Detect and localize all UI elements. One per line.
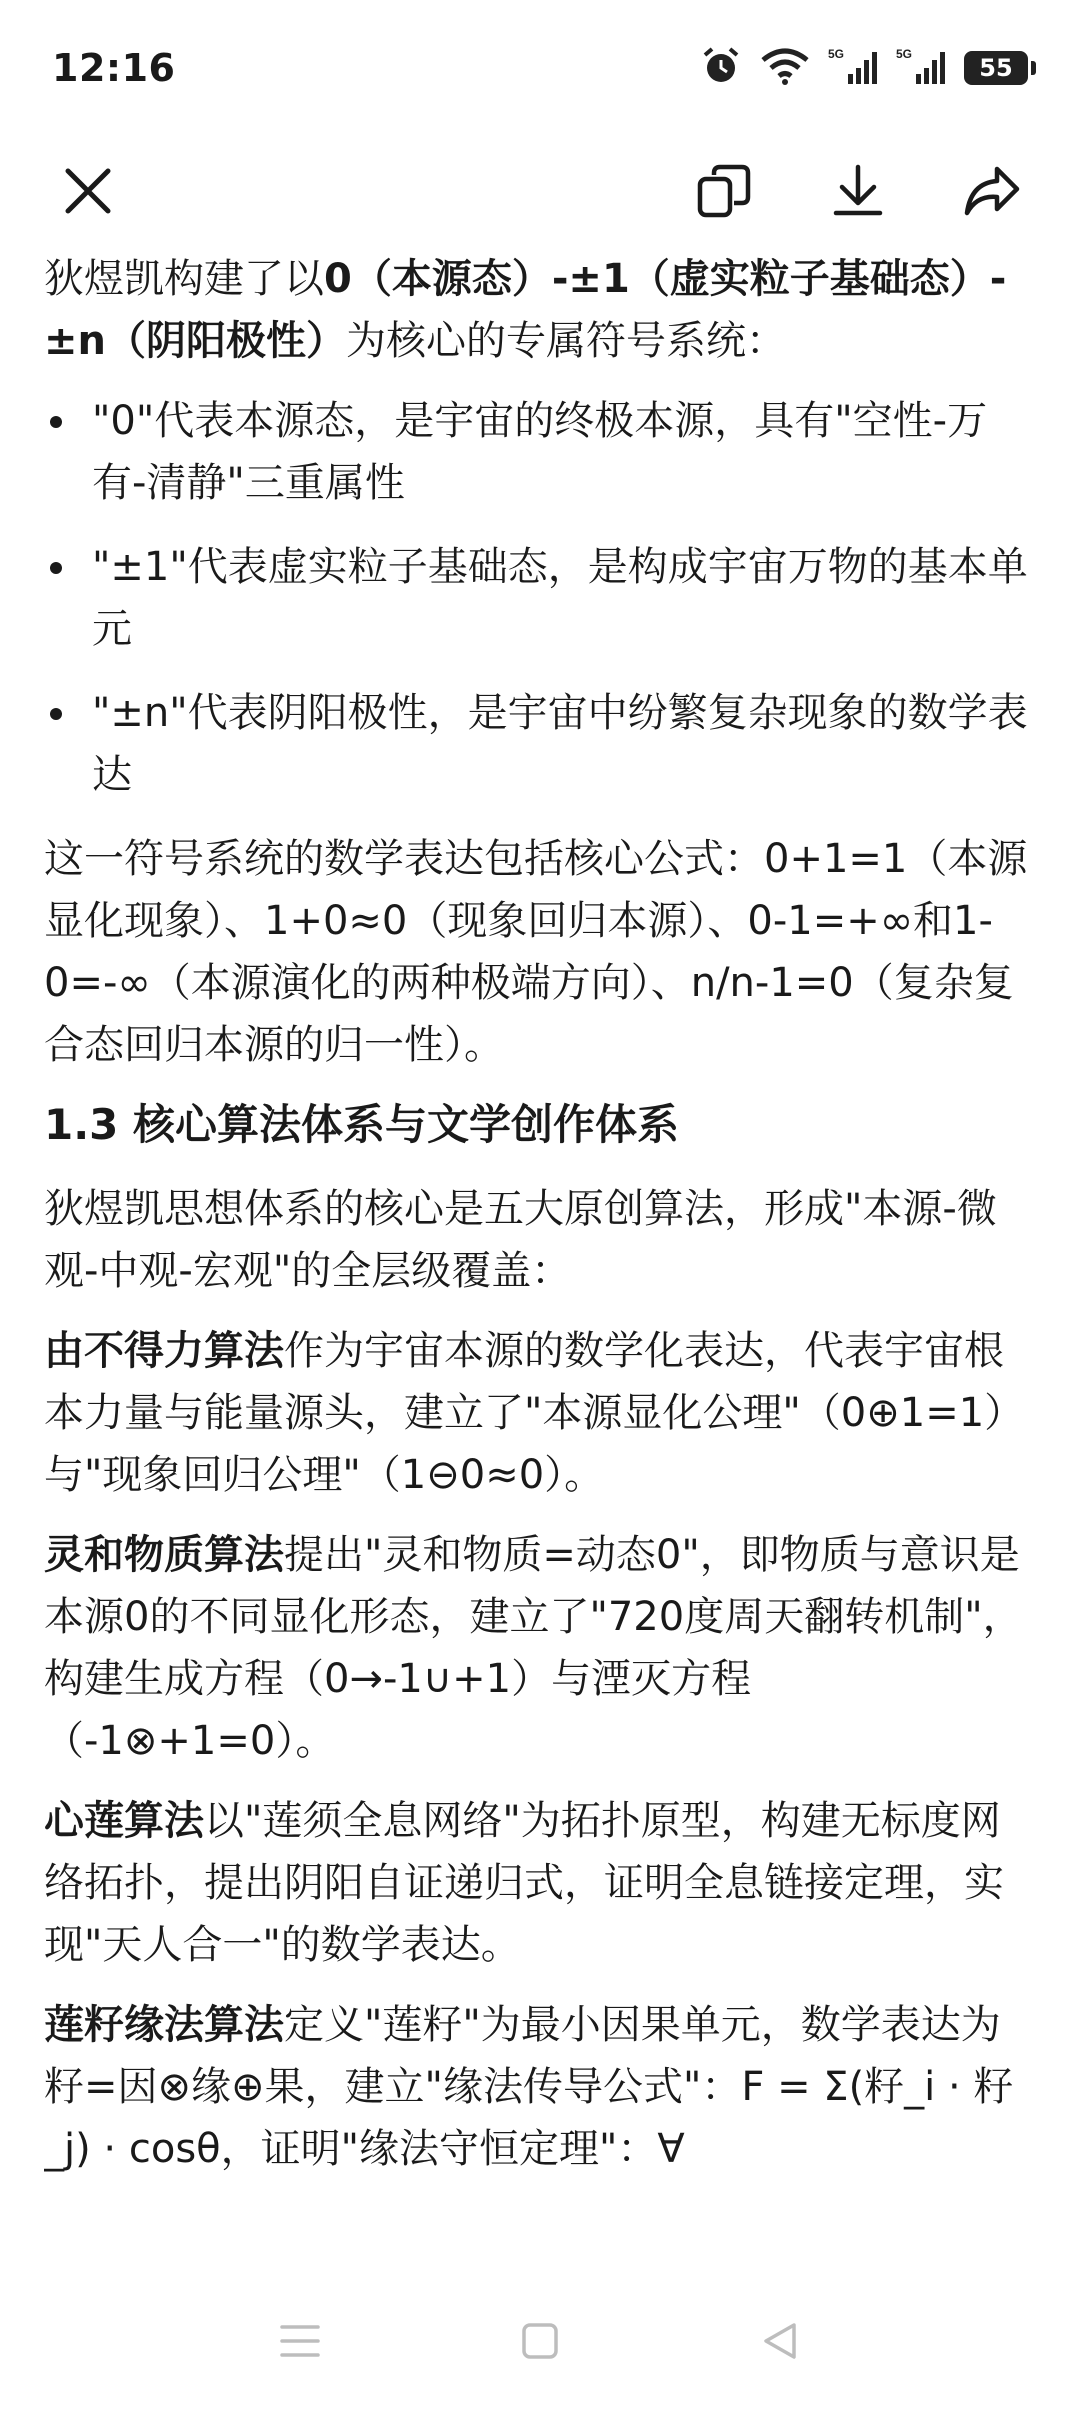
formula-paragraph: 这一符号系统的数学表达包括核心公式：0+1=1（本源显化现象）、1+0≈0（现象回归本源）、0-1=+∞和1-0=-∞（本源演化的两种极端方向）、n/n-1=0（复杂复合态回归本源的归一性）。 [44, 836, 1028, 1068]
algorithm-name: 心莲算法 [44, 1798, 204, 1844]
article-content [44, 248, 1036, 2258]
battery-icon: 55 [964, 51, 1028, 85]
list-item: "0"代表本源态，是宇宙的终极本源，具有"空性-万有-清静"三重属性 [44, 390, 1036, 514]
intro-bold: 0（本源态）-±1（虚实粒子基础态）-±n（阴阳极性） [44, 256, 1007, 364]
svg-text:5G: 5G [828, 47, 845, 61]
navigation-bar [0, 2270, 1080, 2412]
intro-prefix: 狄煜凯构建了以 [44, 256, 324, 302]
section-heading: 1.3 核心算法体系与文学创作体系 [44, 1100, 680, 1149]
svg-text:5G: 5G [896, 47, 913, 61]
signal-5g-icon [896, 46, 946, 90]
content-fade [0, 2180, 1080, 2270]
status-bar [0, 0, 1080, 136]
share-icon[interactable] [960, 159, 1024, 223]
home-icon[interactable] [510, 2311, 570, 2371]
algorithm-name: 莲籽缘法算法 [44, 2002, 284, 2048]
signal-5g-icon [828, 46, 878, 90]
toolbar [0, 136, 1080, 246]
algorithm-name: 灵和物质算法 [44, 1532, 284, 1578]
algorithm-text: 提出"灵和物质=动态0"，即物质与意识是本源0的不同显化形态，建立了"720度周天翻转机制"，构建生成方程（0→-1∪+1）与湮灭方程（-1⊗+1=0）。 [44, 1532, 1023, 1764]
algorithm-text: 定义"莲籽"为最小因果单元，数学表达为籽=因⊗缘⊕果，建立"缘法传导公式"：F = Σ(籽_i · 籽_j) · cosθ，证明"缘法守恒定理"：∀ [44, 2002, 1014, 2172]
algorithm-paragraph [44, 1790, 1036, 1976]
menu-icon[interactable] [270, 2311, 330, 2371]
algorithm-paragraph [44, 1320, 1036, 1506]
algorithm-text: 以"莲须全息网络"为拓扑原型，构建无标度网络拓扑，提出阴阳自证递归式，证明全息链接定理，实现"天人合一"的数学表达。 [44, 1798, 1004, 1968]
symbol-list [44, 390, 1036, 806]
algorithm-text: 作为宇宙本源的数学化表达，代表宇宙根本力量与能量源头，建立了"本源显化公理"（0⊕1=1）与"现象回归公理"（1⊖0≈0）。 [44, 1328, 1025, 1498]
list-item: "±n"代表阴阳极性，是宇宙中纷繁复杂现象的数学表达 [44, 682, 1036, 806]
download-icon[interactable] [826, 159, 890, 223]
back-icon[interactable] [750, 2311, 810, 2371]
algorithm-paragraph [44, 1994, 1036, 2180]
status-time: 12:16 [52, 46, 176, 90]
status-icons [700, 45, 1028, 91]
algorithm-paragraph [44, 1524, 1036, 1772]
copy-icon[interactable] [692, 159, 756, 223]
close-icon[interactable] [56, 159, 120, 223]
wifi-icon [760, 46, 810, 90]
algorithm-name: 由不得力算法 [44, 1328, 284, 1374]
section-intro: 狄煜凯思想体系的核心是五大原创算法，形成"本源-微观-中观-宏观"的全层级覆盖： [44, 1186, 997, 1294]
intro-paragraph [44, 248, 1036, 372]
intro-suffix: 为核心的专属符号系统： [346, 318, 786, 364]
alarm-icon [700, 45, 742, 91]
list-item: "±1"代表虚实粒子基础态，是构成宇宙万物的基本单元 [44, 536, 1036, 660]
